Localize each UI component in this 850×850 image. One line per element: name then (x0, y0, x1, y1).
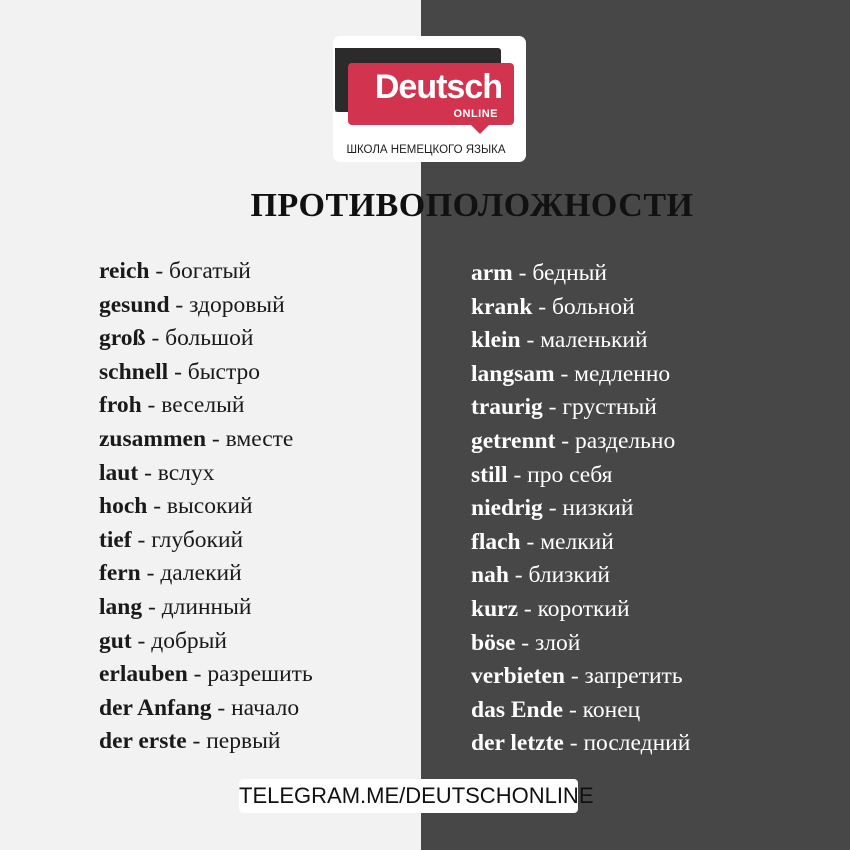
russian-translation: большой (165, 325, 254, 352)
german-word: der letzte (471, 730, 564, 757)
russian-translation: здоровый (189, 291, 285, 318)
word-pair: hoch - высокий (99, 493, 253, 520)
russian-translation: длинный (161, 593, 252, 620)
german-word: reich (99, 258, 150, 284)
left-word-list (99, 256, 313, 760)
german-word: nah (471, 562, 509, 589)
word-pair: böse - злой (471, 629, 581, 656)
german-word: fern (99, 560, 141, 587)
german-word: arm (471, 260, 513, 286)
russian-translation: злой (534, 629, 581, 656)
word-pair: tief - глубокий (99, 526, 244, 553)
russian-translation: разрешить (207, 661, 313, 688)
word-pair: getrennt - раздельно (471, 427, 676, 454)
deutsch-online-logo (333, 36, 526, 162)
russian-translation: первый (206, 728, 281, 755)
russian-translation: быстро (187, 358, 261, 385)
russian-translation: про себя (527, 461, 613, 488)
russian-translation: вместе (225, 425, 294, 452)
german-word: der Anfang (99, 694, 212, 721)
right-word-list (471, 258, 690, 762)
russian-translation: далекий (160, 560, 242, 587)
russian-translation: раздельно (575, 427, 676, 454)
german-word: tief (99, 526, 132, 553)
word-pair: das Ende - конец (471, 696, 641, 723)
german-word: kurz (471, 595, 518, 622)
german-word: lang (99, 593, 143, 620)
word-pair: klein - маленький (471, 327, 648, 354)
german-word: traurig (471, 394, 543, 421)
russian-translation: глубокий (151, 526, 244, 553)
german-word: krank (471, 293, 533, 320)
word-pair: froh - веселый (99, 392, 245, 419)
russian-translation: начало (231, 694, 300, 721)
word-pair: still - про себя (471, 461, 613, 488)
german-word: still (471, 461, 508, 488)
german-word: das Ende (471, 696, 564, 723)
german-word: niedrig (471, 495, 543, 522)
german-word: verbieten (471, 663, 565, 690)
russian-translation: запретить (584, 663, 683, 690)
word-pair: der erste - первый (99, 728, 281, 755)
russian-translation: вслух (157, 459, 215, 486)
german-word: langsam (471, 360, 555, 387)
word-pair: langsam - медленно (471, 360, 671, 387)
german-word: klein (471, 327, 521, 354)
word-pair: kurz - короткий (471, 595, 630, 622)
word-pair: zusammen - вместе (99, 425, 294, 452)
word-pair: traurig - грустный (471, 394, 657, 421)
speech-bubble-tail-icon (470, 124, 490, 134)
german-word: der erste (99, 728, 187, 755)
word-pair: gut - добрый (99, 627, 228, 654)
german-word: gesund (99, 291, 170, 318)
word-pair: der Anfang - начало (99, 694, 300, 721)
word-pair: krank - больной (471, 293, 635, 320)
page-title: ПРОТИВОПОЛОЖНОСТИ (250, 187, 694, 224)
russian-translation: веселый (161, 392, 245, 419)
russian-translation: близкий (528, 562, 610, 589)
word-pair: gesund - здоровый (99, 291, 285, 318)
german-word: zusammen (99, 425, 207, 452)
german-word: erlauben (99, 661, 188, 688)
german-word: hoch (99, 493, 148, 520)
russian-translation: медленно (574, 360, 671, 387)
word-pair: laut - вслух (99, 459, 215, 486)
word-pair: groß - большой (99, 325, 254, 352)
word-pair: arm - бедный (471, 260, 608, 286)
telegram-link[interactable]: TELEGRAM.ME/DEUTSCHONLINE (239, 779, 578, 813)
german-word: laut (99, 459, 139, 486)
russian-translation: высокий (166, 493, 253, 520)
german-word: schnell (99, 358, 169, 385)
russian-translation: бедный (532, 260, 608, 286)
word-pair: erlauben - разрешить (99, 661, 313, 688)
russian-translation: мелкий (540, 528, 614, 555)
russian-translation: низкий (562, 495, 634, 522)
german-word: groß (99, 325, 146, 352)
russian-translation: больной (551, 293, 635, 320)
russian-translation: маленький (540, 327, 648, 354)
russian-translation: грустный (562, 394, 657, 421)
russian-translation: короткий (537, 595, 630, 622)
german-word: böse (471, 629, 516, 656)
word-pair: schnell - быстро (99, 358, 261, 385)
logo-brand-subtext: ONLINE (453, 108, 498, 120)
word-pair: flach - мелкий (471, 528, 614, 555)
logo-brand-text: Deutsch (374, 68, 502, 106)
russian-translation: последний (583, 730, 691, 757)
russian-translation: конец (582, 696, 641, 723)
german-word: gut (99, 627, 132, 654)
word-pair: fern - далекий (99, 560, 242, 587)
logo-speech-bubble (348, 63, 514, 125)
word-pair: lang - длинный (99, 593, 252, 620)
logo-tagline: ШКОЛА НЕМЕЦКОГО ЯЗЫКА (346, 144, 506, 156)
russian-translation: богатый (169, 258, 251, 284)
german-word: flach (471, 528, 521, 555)
german-word: getrennt (471, 427, 556, 454)
word-pair: verbieten - запретить (471, 663, 683, 690)
german-word: froh (99, 392, 142, 419)
russian-translation: добрый (151, 627, 228, 654)
word-pair: reich - богатый (99, 258, 251, 284)
word-pair: der letzte - последний (471, 730, 691, 757)
word-pair: niedrig - низкий (471, 495, 634, 522)
word-pair: nah - близкий (471, 562, 610, 589)
